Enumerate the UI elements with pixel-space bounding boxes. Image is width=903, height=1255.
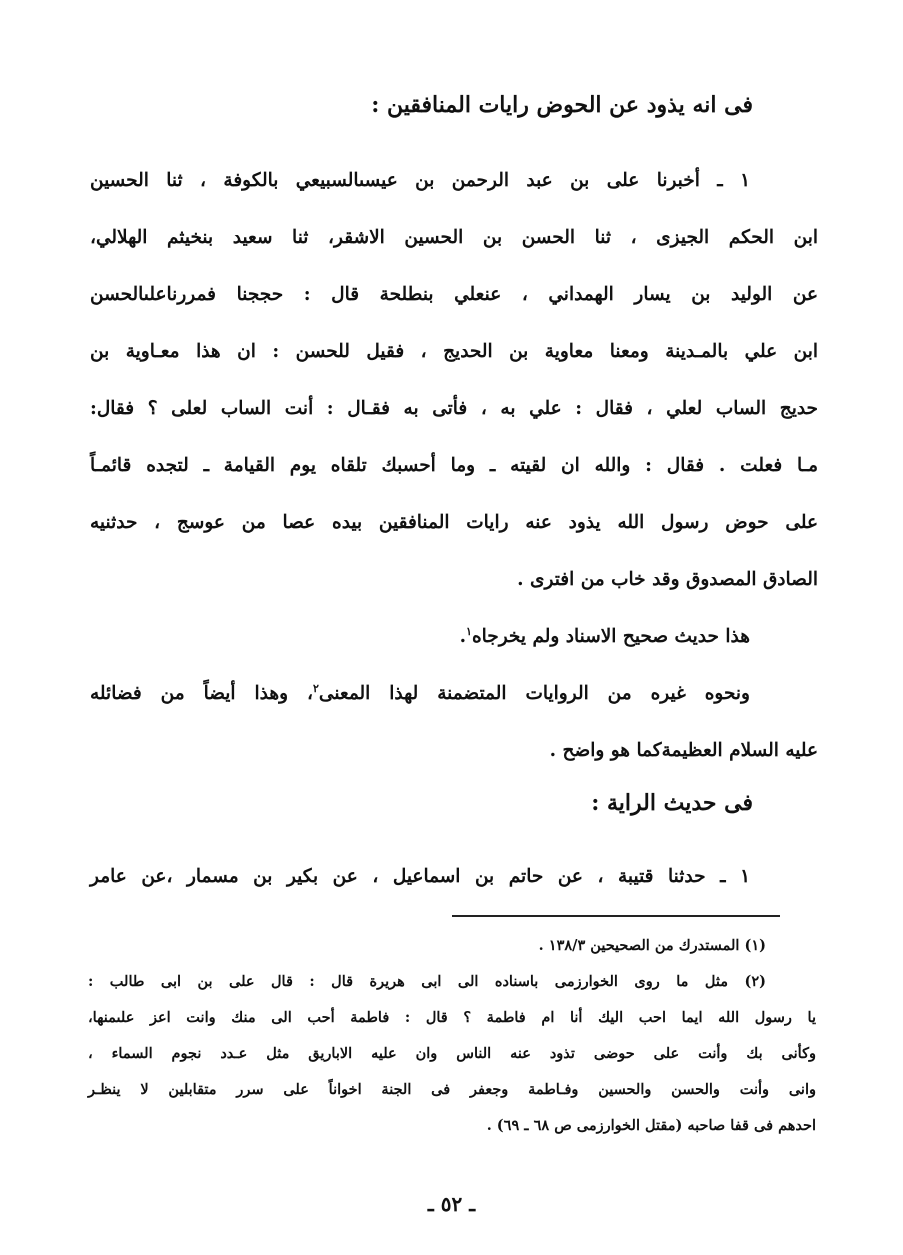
hadith-paragraph-1	[90, 152, 818, 779]
footnote-marker-1: ١	[466, 624, 472, 638]
paragraph-2-line-1	[90, 665, 818, 722]
text-line: ١ ـ حدثنا قتيبة ، عن حاتم بن اسماعيل ، عن بكير بن مسمار ،عن عامر	[90, 866, 750, 887]
authenticity-note-text: هذا حديث صحيح الاسناد ولم يخرجاه	[471, 626, 750, 647]
page-number: ـ ٥٢ ـ	[427, 1192, 476, 1216]
section-heading-hawd: فى انه يذود عن الحوض رايات المنافقين :	[371, 92, 753, 118]
footnote-divider	[452, 915, 780, 917]
text-line: ابن علي بالمـدينة ومعنا معاوية بن الحديج ، فقيل للحسن : ان هذا معـاوية بن	[90, 341, 818, 362]
text-line: ابن الحكم الجيزى ، ثنا الحسن بن الحسين الاشقر، ثنا سعيد بنخيثم الهلالي،	[90, 227, 818, 248]
paragraph-2-start: ونحوه غيره من الروايات المتضمنة لهذا المعنى	[318, 683, 750, 704]
footnote-1: (١) المستدرك من الصحيحين ١٣٨/٣ .	[538, 937, 766, 954]
footnote-2-line: يا رسول الله ايما احب اليك أنا ام فاطمة ؟ قال : فاطمة أحب الى منك وانت اعز علىمنها،	[88, 1009, 816, 1026]
footnotes	[88, 928, 816, 1144]
text-line: عن الوليد بن يسار الهمداني ، عنعلي بنطلحة قال : حججنا فمررناعلىالحسن	[90, 284, 818, 305]
authenticity-note-end: .	[459, 626, 467, 647]
text-line: مـا فعلت . فقال : والله ان لقيته ـ وما أحسبك تلقاه يوم القيامة ـ لتجده قائمـاً	[90, 455, 818, 476]
footnote-2-line: احدهم فى قفا صاحبه (مقتل الخوارزمى ص ٦٨ ـ ٦٩) .	[486, 1117, 816, 1134]
paragraph-2-end: ، وهذا أيضاً من فضائله	[90, 683, 313, 704]
text-line: الصادق المصدوق وقد خاب من افترى .	[517, 569, 818, 590]
text-line: على حوض رسول الله يذود عنه رايات المنافقين بيده عصا من عوسج ، حدثنيه	[90, 512, 818, 533]
hadith-paragraph-2	[90, 848, 818, 905]
text-line: ١ ـ أخبرنا على بن عبد الرحمن بن عيسىالسبيعي بالكوفة ، ثنا الحسين	[90, 170, 750, 191]
authenticity-note	[90, 608, 818, 665]
footnote-2-line: (٢) مثل ما روى الخوارزمى باسناده الى ابى هريرة قال : قال على بن ابى طالب :	[88, 973, 766, 990]
footnote-marker-2: ٢	[312, 681, 319, 695]
text-line: حديج الساب لعلي ، فقال : علي به ، فأتى به فقـال : أنت الساب لعلى ؟ فقال:	[90, 398, 818, 419]
section-heading-raya: فى حديث الراية :	[591, 790, 753, 816]
footnote-2-line: وانى وأنت والحسن والحسين وفـاطمة وجعفر فى الجنة اخواناً على سرر متقابلين لا ينظـر	[88, 1081, 816, 1098]
footnote-2-line: وكأنى بك وأنت على حوضى تذود عنه الناس وان عليه الاباريق مثل عـدد نجوم السماء ،	[88, 1045, 816, 1062]
paragraph-2-line-2: عليه السلام العظيمةكما هو واضح .	[549, 740, 818, 761]
